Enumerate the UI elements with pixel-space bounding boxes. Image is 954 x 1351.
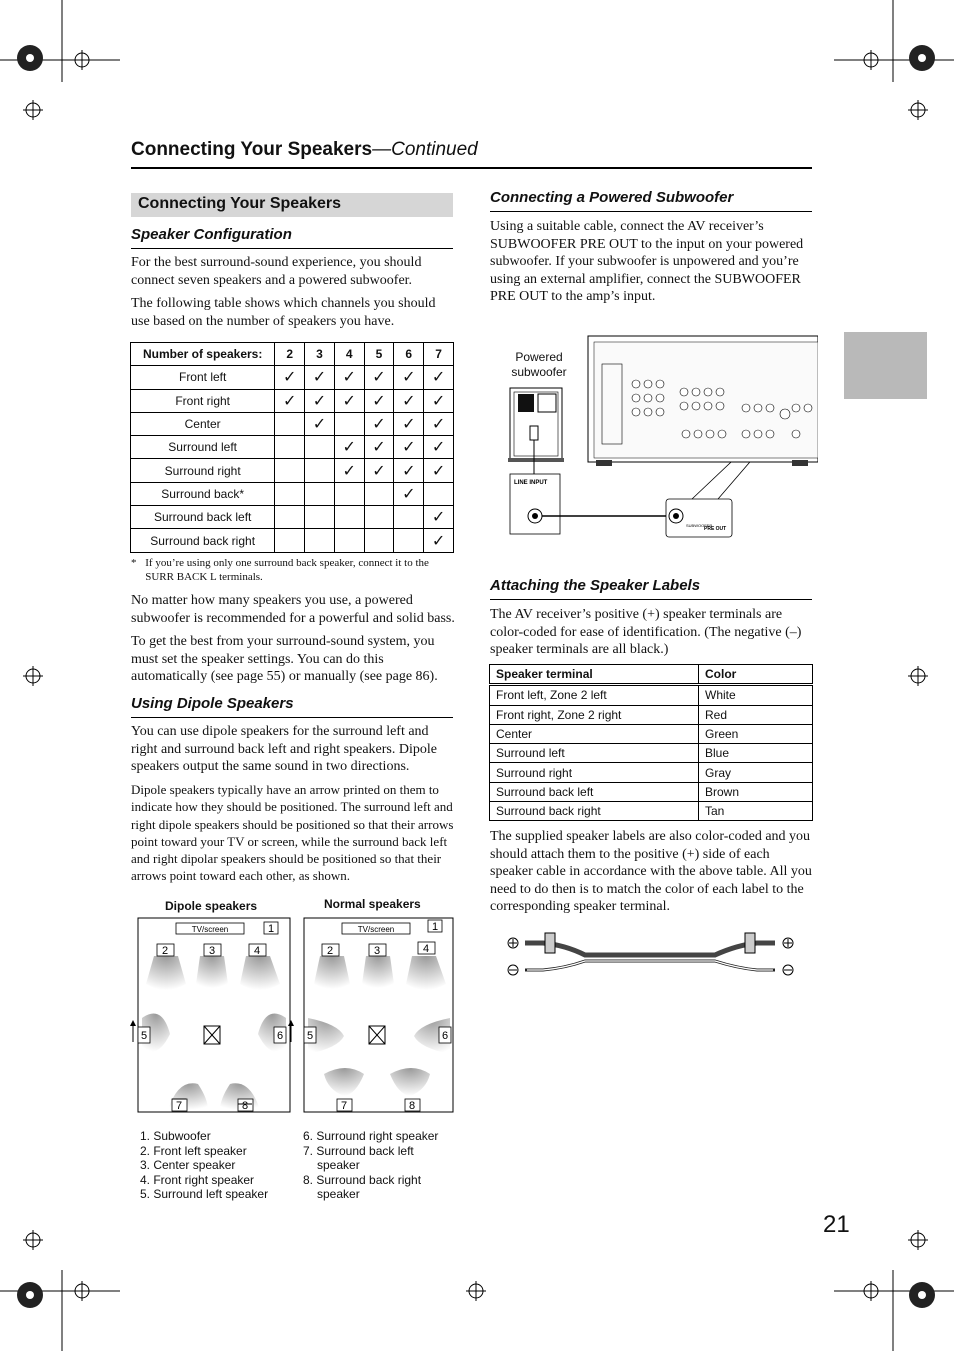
table-header-label: Number of speakers: [131,343,275,366]
speaker-row-label: Front left [131,366,275,389]
header-speaker-terminal: Speaker terminal [490,665,699,685]
section-title-box [131,193,453,217]
check-mark: ✓ [424,412,454,435]
speaker-row-label: Front right [131,389,275,412]
color-cell: Red [699,705,813,724]
color-table-header [490,665,813,685]
label-line-1: Powered [515,350,563,364]
footnote-mark: * [131,557,137,569]
legend-item: 7. Surround back left [303,1143,414,1158]
table-header-row [131,343,454,366]
check-mark: ✓ [364,366,394,389]
header-title: Connecting Your Speakers [131,139,373,160]
check-mark: ✓ [424,389,454,412]
empty-cell [334,529,364,552]
count-6: 6 [394,343,424,366]
color-cell: Blue [699,744,813,763]
labels-p1: The AV receiver’s positive (+) speaker terminals are color-coded for ease of identification. (The negative (–) speaker terminals are all black.) [490,607,802,658]
count-2: 2 [275,343,305,366]
speaker-config-rule [131,248,453,249]
tv-label-left: TV/screen [191,925,229,934]
table-row [131,366,454,389]
color-cell: Green [699,724,813,743]
footnote [131,556,455,584]
n-num-7: 7 [340,1100,348,1112]
check-mark: ✓ [424,529,454,552]
speaker-color-table [489,664,813,821]
empty-cell [275,529,305,552]
check-mark: ✓ [424,506,454,529]
table-row [490,685,813,705]
empty-cell [364,482,394,505]
check-mark: ✓ [275,366,305,389]
labels-heading: Attaching the Speaker Labels [490,577,701,594]
speaker-label-right [745,933,755,953]
num-7: 7 [175,1100,183,1112]
subwoofer-connection-diagram [496,334,818,540]
empty-cell [364,529,394,552]
terminal-cell: Surround back left [490,782,699,801]
empty-cell [305,529,335,552]
speaker-label-left [545,933,555,953]
color-cell: Tan [699,802,813,821]
check-mark: ✓ [364,412,394,435]
num-5: 5 [140,1030,148,1042]
check-mark: ✓ [334,389,364,412]
normal-diagram-caption: Normal speakers [324,897,421,911]
legend-item: 3. Center speaker [140,1158,236,1172]
speaker-config-p3: No matter how many speakers you use, a powered subwoofer is recommended for a powerful and solid bass. [131,593,455,626]
speaker-config-intro [131,254,455,336]
check-mark: ✓ [334,366,364,389]
legend-item: 4. Front right speaker [140,1172,255,1187]
speaker-row-label: Surround left [131,436,275,459]
check-mark: ✓ [424,436,454,459]
terminal-cell: Surround left [490,744,699,763]
num-6: 6 [276,1030,284,1042]
check-mark: ✓ [364,436,394,459]
chapter-tab [844,332,927,399]
legend-item: 1. Subwoofer [140,1129,211,1143]
num-3: 3 [208,945,216,957]
n-num-5: 5 [306,1030,314,1042]
line-input-label: LINE INPUT [514,480,548,486]
label-line-2: subwoofer [511,365,567,379]
count-5: 5 [364,343,394,366]
n-center-cone [362,956,394,988]
check-mark: ✓ [334,436,364,459]
check-mark: ✓ [394,459,424,482]
legend-item: 8. Surround back right [303,1172,422,1187]
empty-cell [394,529,424,552]
speaker-config-p2: The following table shows which channels you should use based on the number of speakers you have. [131,296,436,329]
empty-cell [275,506,305,529]
count-3: 3 [305,343,335,366]
empty-cell [394,506,424,529]
legend-item: speaker [317,1158,360,1172]
empty-cell [305,482,335,505]
empty-cell [275,412,305,435]
num-8: 8 [241,1100,249,1112]
check-mark: ✓ [305,389,335,412]
dipole-rule [131,717,453,718]
tv-label-right: TV/screen [357,925,395,934]
table-row [490,763,813,782]
page-number: 21 [823,1211,850,1238]
legend-left [140,1129,300,1202]
empty-cell [275,459,305,482]
table-row [490,724,813,743]
subwoofer-heading: Connecting a Powered Subwoofer [490,189,734,206]
pre-out-label: PRE OUT [704,526,727,532]
center-cone [196,956,228,988]
check-mark: ✓ [305,412,335,435]
table-row [490,744,813,763]
check-mark: ✓ [334,459,364,482]
table-row [131,459,454,482]
check-mark: ✓ [275,389,305,412]
check-mark: ✓ [364,459,394,482]
check-mark: ✓ [305,366,335,389]
subwoofer-rule [490,211,812,212]
terminal-cell: Center [490,724,699,743]
table-row [490,705,813,724]
empty-cell [275,482,305,505]
table-row [490,802,813,821]
footnote-text: If you’re using only one surround back speaker, connect it to the SURR BACK L terminals. [145,557,429,583]
color-table-body [490,685,813,821]
check-mark: ✓ [364,389,394,412]
terminal-cell: Surround right [490,763,699,782]
count-7: 7 [424,343,454,366]
check-mark: ✓ [394,412,424,435]
check-mark: ✓ [394,436,424,459]
legend-item: speaker [317,1187,360,1201]
check-mark: ✓ [394,366,424,389]
num-2: 2 [161,945,169,957]
header-continued: —Continued [372,139,478,160]
table-row [131,529,454,552]
check-mark: ✓ [394,389,424,412]
color-cell: Gray [699,763,813,782]
dipole-heading: Using Dipole Speakers [131,695,294,712]
empty-cell [305,506,335,529]
speaker-config-notes [131,592,455,692]
n-front-left-cone [314,956,350,989]
legend-item: 5. Surround left speaker [140,1187,269,1201]
labels-p2: The supplied speaker labels are also color-coded and you should attach them to the positive (+) side of each speaker cable in accordance with the above table. All you need to do then is to match the color of each label to the corresponding speaker terminal. [490,829,812,915]
legend-item: 6. Surround right speaker [303,1129,439,1143]
empty-cell [275,436,305,459]
table-row [131,412,454,435]
table-row [131,482,454,505]
terminal-cell: Surround back right [490,802,699,821]
empty-cell [305,436,335,459]
speaker-count-table [130,342,454,553]
speaker-cable-illustration [505,925,797,980]
legend-right [303,1129,463,1202]
empty-cell [305,459,335,482]
color-cell: Brown [699,782,813,801]
check-mark: ✓ [394,482,424,505]
speaker-row-label: Surround right [131,459,275,482]
check-mark: ✓ [424,459,454,482]
count-4: 4 [334,343,364,366]
speaker-config-p1: For the best surround-sound experience, you should connect seven speakers and a powered subwoofer. [131,255,422,288]
n-num-6: 6 [441,1030,449,1042]
positive-wire [525,943,775,955]
n-num-3: 3 [373,945,381,957]
check-mark: ✓ [424,366,454,389]
table-row [131,506,454,529]
speaker-layout-diagrams [128,914,458,1116]
terminal-cell: Front left, Zone 2 left [490,685,699,705]
dipole-p1: You can use dipole speakers for the surround left and right and surround back left and right speakers. Dipole speakers output the same sound in two directions. [131,724,437,775]
speaker-table-body [131,366,454,552]
table-row [131,436,454,459]
subwoofer-tag: SUBWOOFER [686,523,713,528]
header-rule [131,167,812,169]
negative-wire [525,961,775,970]
table-row [131,389,454,412]
header-color: Color [699,665,813,685]
n-num-8: 8 [408,1100,416,1112]
speaker-row-label: Surround back left [131,506,275,529]
empty-cell [364,506,394,529]
speaker-row-label: Center [131,412,275,435]
n-num-4: 4 [422,943,430,955]
labels-rule [490,599,812,600]
empty-cell [334,482,364,505]
dipole-diagram-caption: Dipole speakers [165,899,258,913]
empty-cell [334,412,364,435]
num-1: 1 [267,923,275,935]
speaker-config-heading: Speaker Configuration [131,226,292,243]
legend-item: 2. Front left speaker [140,1143,247,1158]
speaker-row-label: Surround back* [131,482,275,505]
speaker-row-label: Surround back right [131,529,275,552]
num-4: 4 [253,945,261,957]
empty-cell [334,506,364,529]
section-title: Connecting Your Speakers [138,195,342,212]
n-num-1: 1 [431,921,439,933]
subwoofer-p1: Using a suitable cable, connect the AV receiver’s SUBWOOFER PRE OUT to the input on your powered subwoofer. If your subwoofer is unpowered and you’re using an external amplifier, connect the SUBWOOFER PRE OUT to the amp’s input. [490,219,804,305]
terminal-cell: Front right, Zone 2 right [490,705,699,724]
n-num-2: 2 [326,945,334,957]
page-header [131,139,478,161]
empty-cell [424,482,454,505]
color-cell: White [699,685,813,705]
speaker-config-p4: To get the best from your surround-sound system, you must set the speaker settings. You can do this automatically (see page 55) or manually (see page 86). [131,634,438,685]
dipole-p2: Dipole speakers typically have an arrow printed on them to indicate how they should be positioned. The surround left and right dipole speakers should be positioned so that their arrows point toward your TV or screen, while the surround back left and right dipolar speakers should be positioned so that their arrows point toward each other, as shown. [131,782,454,884]
table-row [490,782,813,801]
